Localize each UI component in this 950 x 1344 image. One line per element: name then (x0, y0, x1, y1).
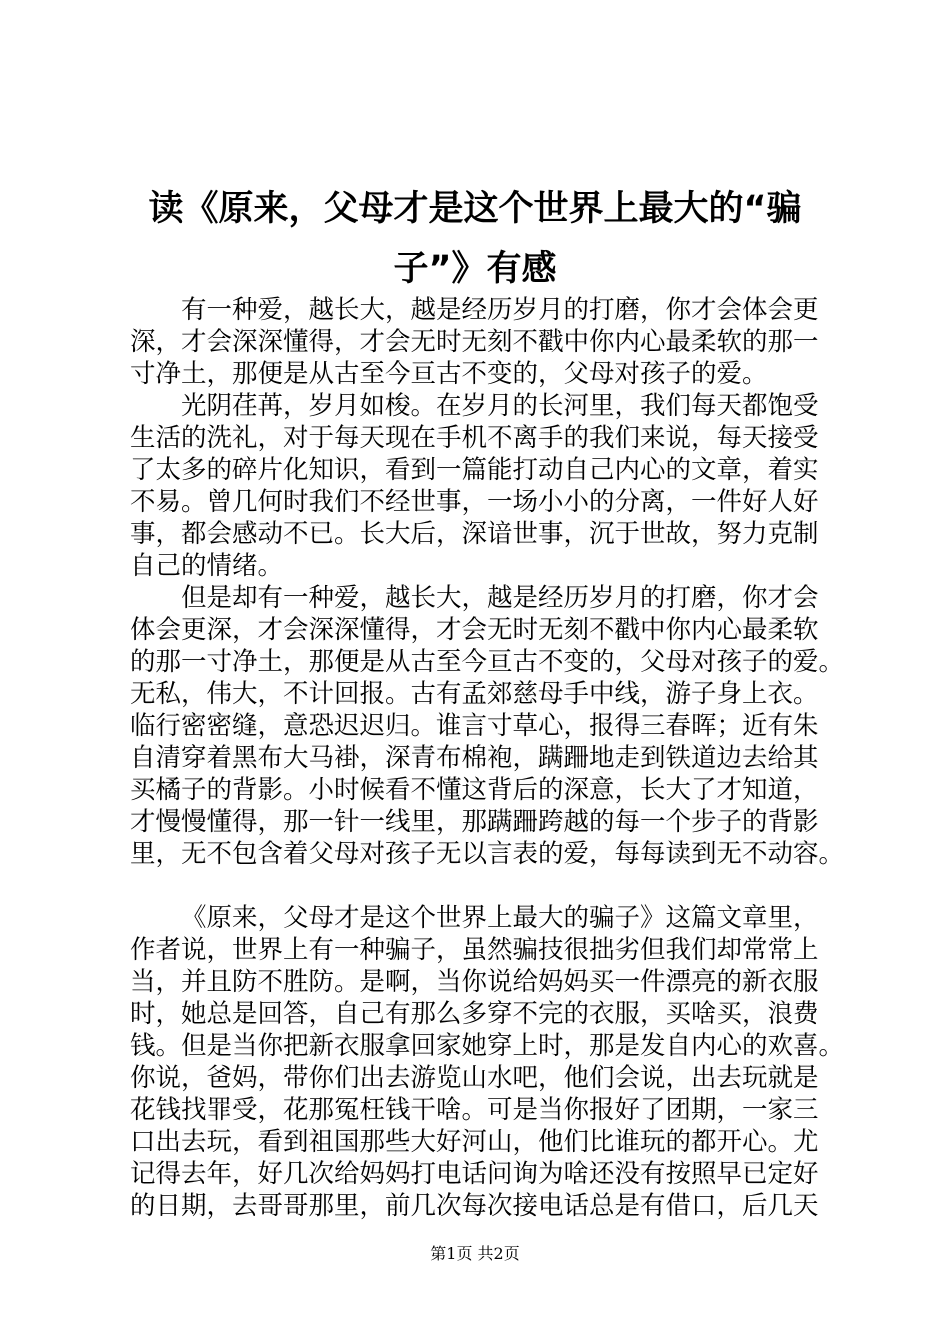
body-text-line: 《原来，父母才是这个世界上最大的骗子》这篇文章里， (181, 903, 819, 933)
body-text-line: 的日期，去哥哥那里，前几次每次接电话总是有借口，后几天 (130, 1191, 819, 1221)
body-text-line: 当，并且防不胜防。是啊，当你说给妈妈买一件漂亮的新衣服 (130, 967, 819, 997)
body-text-line: 深，才会深深懂得，才会无时无刻不戳中你内心最柔软的那一 (130, 327, 819, 357)
document-title-line-1: 读《原来，父母才是这个世界上最大的“骗 (148, 189, 802, 229)
body-text-line: 花钱找罪受，花那冤枉钱干啥。可是当你报好了团期，一家三 (130, 1095, 819, 1125)
body-text-line: 里，无不包含着父母对孩子无以言表的爱，每每读到无不动容。 (130, 839, 845, 869)
body-text-line: 有一种爱，越长大，越是经历岁月的打磨，你才会体会更 (181, 295, 819, 325)
body-text-line: 寸净土，那便是从古至今亘古不变的，父母对孩子的爱。 (130, 359, 768, 389)
body-text-line: 事，都会感动不已。长大后，深谙世事，沉于世故，努力克制 (130, 519, 819, 549)
body-text-line: 临行密密缝，意恐迟迟归。谁言寸草心，报得三春晖；近有朱 (130, 711, 819, 741)
body-text-line: 了太多的碎片化知识，看到一篇能打动自己内心的文章，着实 (130, 455, 819, 485)
body-text-line: 时，她总是回答，自己有那么多穿不完的衣服，买啥买，浪费 (130, 999, 819, 1029)
body-text-line: 口出去玩，看到祖国那些大好河山，他们比谁玩的都开心。尤 (130, 1127, 819, 1157)
body-text-line: 体会更深，才会深深懂得，才会无时无刻不戳中你内心最柔软 (130, 615, 819, 645)
page-footer: 第1页 共2页 (430, 1244, 520, 1263)
body-text-line: 你说，爸妈，带你们出去游览山水吧，他们会说，出去玩就是 (130, 1063, 819, 1093)
body-text-line: 钱。但是当你把新衣服拿回家她穿上时，那是发自内心的欢喜。 (130, 1031, 845, 1061)
body-text-line: 生活的洗礼，对于每天现在手机不离手的我们来说，每天接受 (130, 423, 819, 453)
body-text-line: 记得去年，好几次给妈妈打电话问询为啥还没有按照早已定好 (130, 1159, 819, 1189)
body-text-line: 不易。曾几何时我们不经世事，一场小小的分离，一件好人好 (130, 487, 819, 517)
document-title-line-2: 子”》有感 (393, 249, 557, 289)
body-text-line: 无私，伟大，不计回报。古有孟郊慈母手中线，游子身上衣。 (130, 679, 819, 709)
body-text-line: 才慢慢懂得，那一针一线里，那蹒跚跨越的每一个步子的背影 (130, 807, 819, 837)
body-text-line: 作者说，世界上有一种骗子，虽然骗技很拙劣但我们却常常上 (130, 935, 819, 965)
body-text-line: 的那一寸净土，那便是从古至今亘古不变的，父母对孩子的爱。 (130, 647, 845, 677)
body-text-line: 自清穿着黑布大马褂，深青布棉袍，蹒跚地走到铁道边去给其 (130, 743, 819, 773)
body-text-line: 光阴荏苒，岁月如梭。在岁月的长河里，我们每天都饱受 (181, 391, 819, 421)
body-text-line: 自己的情绪。 (130, 551, 284, 581)
body-text-line: 买橘子的背影。小时候看不懂这背后的深意，长大了才知道， (130, 775, 819, 805)
body-text-line: 但是却有一种爱，越长大，越是经历岁月的打磨，你才会 (181, 583, 819, 613)
